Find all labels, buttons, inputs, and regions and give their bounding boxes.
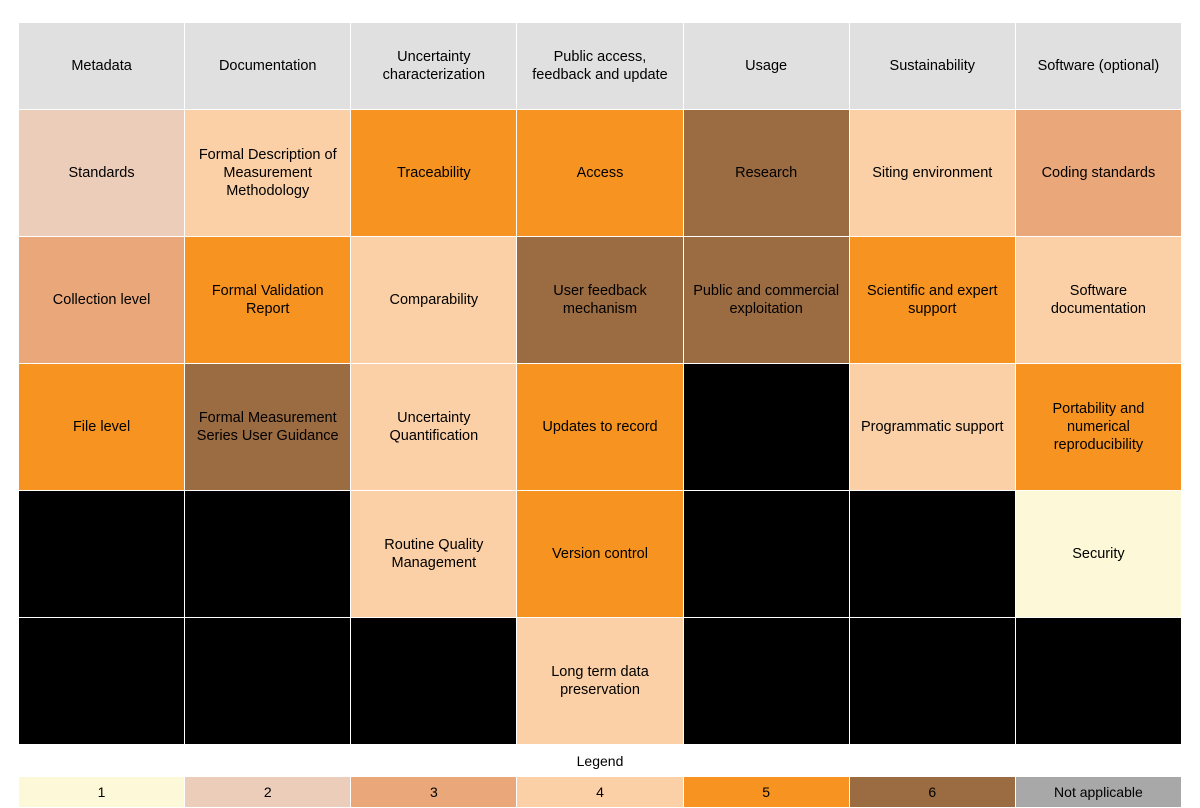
matrix-cell[interactable]: Portability and numerical reproducibility xyxy=(1015,364,1181,491)
legend-entry: 2 xyxy=(185,777,351,808)
matrix-row xyxy=(19,618,1182,745)
matrix-column-header: Usage xyxy=(683,23,849,110)
matrix-cell[interactable]: Comparability xyxy=(351,237,517,364)
matrix-cell-empty xyxy=(19,618,185,745)
matrix-column-header: Documentation xyxy=(185,23,351,110)
matrix-cell[interactable]: Research xyxy=(683,110,849,237)
matrix-header-row-group xyxy=(19,23,1182,110)
matrix-row xyxy=(19,110,1182,237)
matrix-cell[interactable]: Programmatic support xyxy=(849,364,1015,491)
matrix-cell[interactable]: Uncertainty Quantification xyxy=(351,364,517,491)
matrix-cell[interactable]: File level xyxy=(19,364,185,491)
matrix-cell[interactable]: Formal Measurement Series User Guidance xyxy=(185,364,351,491)
matrix-cell[interactable]: Public and commercial exploitation xyxy=(683,237,849,364)
matrix-cell[interactable]: Updates to record xyxy=(517,364,683,491)
matrix-cell[interactable]: Long term data preservation xyxy=(517,618,683,745)
matrix-cell[interactable]: User feedback mechanism xyxy=(517,237,683,364)
matrix-cell-empty xyxy=(849,618,1015,745)
matrix-row xyxy=(19,364,1182,491)
matrix-cell[interactable]: Formal Validation Report xyxy=(185,237,351,364)
legend-title: Legend xyxy=(19,746,1182,777)
matrix-column-header: Sustainability xyxy=(849,23,1015,110)
matrix-column-header: Software (optional) xyxy=(1015,23,1181,110)
matrix-cell-empty xyxy=(683,491,849,618)
matrix-header-row xyxy=(19,23,1182,110)
legend-body xyxy=(19,746,1182,808)
matrix-cell-empty xyxy=(1015,618,1181,745)
legend-entry: 3 xyxy=(351,777,517,808)
matrix-cell[interactable]: Routine Quality Management xyxy=(351,491,517,618)
matrix-cell-empty xyxy=(351,618,517,745)
legend-entry: 5 xyxy=(683,777,849,808)
matrix-cell-empty xyxy=(683,618,849,745)
maturity-matrix-container xyxy=(18,22,1182,808)
matrix-cell[interactable]: Security xyxy=(1015,491,1181,618)
matrix-cell[interactable]: Collection level xyxy=(19,237,185,364)
legend-entry: Not applicable xyxy=(1015,777,1181,808)
matrix-cell[interactable]: Siting environment xyxy=(849,110,1015,237)
matrix-body xyxy=(19,110,1182,745)
matrix-cell[interactable]: Traceability xyxy=(351,110,517,237)
legend-entries-row xyxy=(19,777,1182,808)
matrix-row xyxy=(19,237,1182,364)
matrix-cell[interactable]: Scientific and expert support xyxy=(849,237,1015,364)
maturity-matrix-table xyxy=(18,22,1182,745)
matrix-cell-empty xyxy=(683,364,849,491)
matrix-column-header: Uncertainty characterization xyxy=(351,23,517,110)
legend-entry: 4 xyxy=(517,777,683,808)
legend-entry: 6 xyxy=(849,777,1015,808)
matrix-column-header: Metadata xyxy=(19,23,185,110)
matrix-row xyxy=(19,491,1182,618)
legend-title-row xyxy=(19,746,1182,777)
matrix-cell[interactable]: Software documentation xyxy=(1015,237,1181,364)
legend-table xyxy=(18,745,1182,808)
matrix-cell[interactable]: Standards xyxy=(19,110,185,237)
matrix-cell-empty xyxy=(185,618,351,745)
matrix-cell-empty xyxy=(19,491,185,618)
matrix-column-header: Public access, feedback and update xyxy=(517,23,683,110)
matrix-cell[interactable]: Version control xyxy=(517,491,683,618)
matrix-cell[interactable]: Access xyxy=(517,110,683,237)
legend-entry: 1 xyxy=(19,777,185,808)
matrix-cell-empty xyxy=(849,491,1015,618)
matrix-cell[interactable]: Formal Description of Measurement Methodology xyxy=(185,110,351,237)
matrix-cell[interactable]: Coding standards xyxy=(1015,110,1181,237)
matrix-cell-empty xyxy=(185,491,351,618)
